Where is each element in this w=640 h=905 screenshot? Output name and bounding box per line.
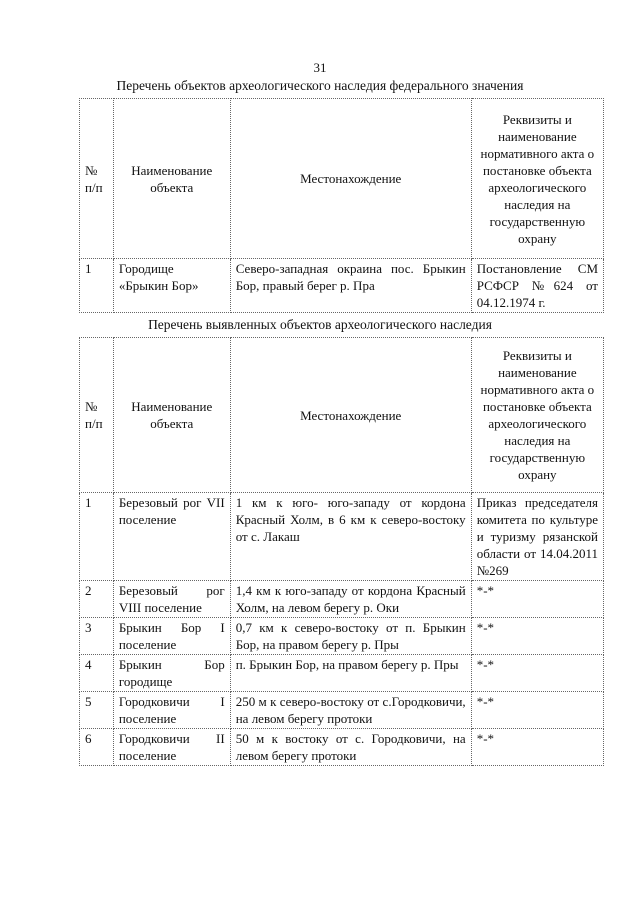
header-location: Местонахождение xyxy=(230,99,471,259)
header-num: № п/п xyxy=(80,99,114,259)
cell-name: Березовый рог VII поселение xyxy=(113,493,230,581)
cell-location: 0,7 км к северо-востоку от п. Брыкин Бор, на правом берегу р. Пры xyxy=(230,618,471,655)
table-row xyxy=(80,729,604,766)
header-name: Наименование объекта xyxy=(113,338,230,493)
cell-num: 1 xyxy=(80,259,114,313)
cell-location: п. Брыкин Бор, на правом берегу р. Пры xyxy=(230,655,471,692)
federal-objects-heading: Перечень объектов археологического наследия федерального значения xyxy=(116,78,524,93)
cell-name: Березовый рог VIII поселение xyxy=(113,581,230,618)
cell-num: 1 xyxy=(80,493,114,581)
cell-name: Городковичи I поселение xyxy=(113,692,230,729)
identified-objects-table xyxy=(79,337,604,766)
cell-location: 1,4 км к юго-западу от кордона Красный Холм, на левом берегу р. Оки xyxy=(230,581,471,618)
cell-name: Городковичи II поселение xyxy=(113,729,230,766)
table-header-row xyxy=(80,338,604,493)
header-num: № п/п xyxy=(80,338,114,493)
cell-name: Городище «Брыкин Бор» xyxy=(113,259,230,313)
table-header-row xyxy=(80,99,604,259)
table-row xyxy=(80,692,604,729)
cell-num: 3 xyxy=(80,618,114,655)
table-row xyxy=(80,581,604,618)
cell-num: 2 xyxy=(80,581,114,618)
table-row xyxy=(80,655,604,692)
header-requisites: Реквизиты и наименование нормативного акта о постановке объекта археологического наследия на государственную охрану xyxy=(471,338,603,493)
header-requisites: Реквизиты и наименование нормативного акта о постановке объекта археологического наследия на государственную охрану xyxy=(471,99,603,259)
cell-requisites: *-* xyxy=(471,655,603,692)
cell-requisites: *-* xyxy=(471,729,603,766)
federal-objects-table xyxy=(79,98,604,313)
cell-num: 4 xyxy=(80,655,114,692)
cell-location: 50 м к востоку от с. Городковичи, на левом берегу протоки xyxy=(230,729,471,766)
header-location: Местонахождение xyxy=(230,338,471,493)
cell-location: Северо-западная окраина пос. Брыкин Бор, правый берег р. Пра xyxy=(230,259,471,313)
table-row xyxy=(80,259,604,313)
cell-requisites: *-* xyxy=(471,618,603,655)
header-name: Наименование объекта xyxy=(113,99,230,259)
identified-objects-heading: Перечень выявленных объектов археологического наследия xyxy=(148,317,492,332)
page-number: 31 xyxy=(313,60,327,75)
cell-requisites: Постановление СМ РСФСР №624 от 04.12.1974 г. xyxy=(471,259,603,313)
cell-requisites: *-* xyxy=(471,581,603,618)
cell-location: 250 м к северо-востоку от с.Городковичи, на левом берегу протоки xyxy=(230,692,471,729)
cell-num: 6 xyxy=(80,729,114,766)
cell-name: Брыкин Бор городище xyxy=(113,655,230,692)
cell-requisites: Приказ председателя комитета по культуре и туризму рязанской области от 14.04.2011 №269 xyxy=(471,493,603,581)
table-row xyxy=(80,618,604,655)
cell-num: 5 xyxy=(80,692,114,729)
cell-requisites: *-* xyxy=(471,692,603,729)
cell-name: Брыкин Бор I поселение xyxy=(113,618,230,655)
cell-location: 1 км к юго- юго-западу от кордона Красный Холм, в 6 км к северо-востоку от с. Лакаш xyxy=(230,493,471,581)
table-row xyxy=(80,493,604,581)
